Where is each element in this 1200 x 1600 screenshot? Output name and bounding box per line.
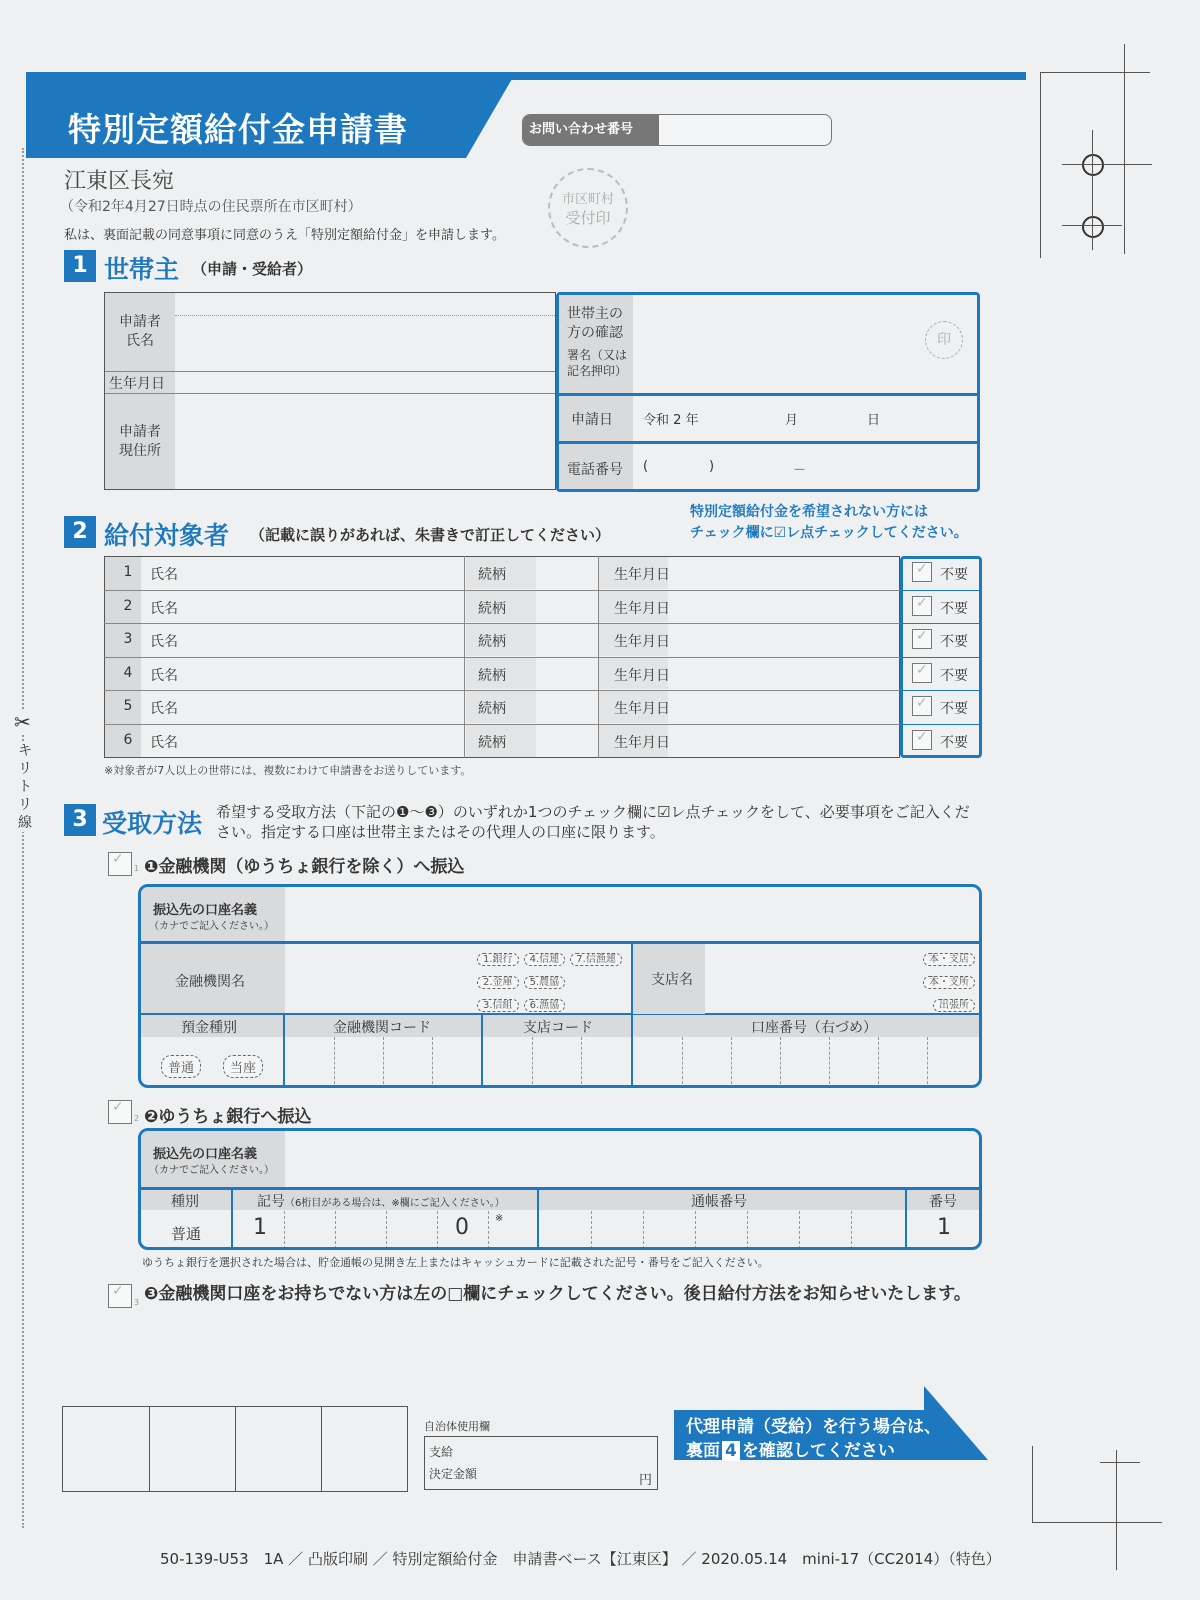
option3-checkbox[interactable]: ✓: [108, 1284, 132, 1308]
section1-subtitle: （申請・受給者）: [192, 260, 313, 278]
row-divider: [900, 590, 982, 591]
name-label: 氏名: [150, 600, 178, 617]
passbook-number-digit[interactable]: [539, 1211, 591, 1249]
opt-out-checkbox[interactable]: [912, 696, 932, 716]
beneficiary-row: [104, 556, 982, 590]
bank-code-digit[interactable]: [383, 1037, 433, 1088]
stamp-boxes: [62, 1406, 408, 1492]
relation-label: 続柄: [478, 567, 506, 583]
birth-label: 生年月日: [614, 634, 670, 651]
application-date-label: 申請日: [571, 412, 613, 428]
relation-label: 続柄: [478, 667, 506, 684]
phone-field[interactable]: ( ) －: [643, 459, 807, 478]
name-field[interactable]: [204, 592, 464, 622]
crop-mark: [1116, 1450, 1117, 1570]
column-divider: [464, 623, 465, 657]
birth-field[interactable]: [712, 558, 898, 588]
head-confirm-box: [556, 292, 980, 492]
account-number-digit[interactable]: [878, 1037, 928, 1088]
number-value[interactable]: 1: [937, 1215, 951, 1240]
account-number-digit[interactable]: [731, 1037, 781, 1088]
name-field[interactable]: [204, 692, 464, 722]
beneficiary-row: [104, 724, 982, 758]
scissors-icon: ✂: [14, 710, 31, 734]
birth-field[interactable]: [712, 659, 898, 689]
registration-circle: [1082, 216, 1104, 238]
cut-line-label: キリトリ線: [18, 743, 32, 831]
passbook-number-digit[interactable]: [747, 1211, 800, 1249]
opt-out-checkbox[interactable]: [912, 562, 932, 582]
column-divider: [598, 623, 599, 657]
column-divider: [598, 657, 599, 691]
birth-field[interactable]: [712, 625, 898, 655]
column-divider: [464, 657, 465, 691]
option2-checkbox[interactable]: ✓: [108, 1100, 132, 1124]
beneficiary-row: [104, 657, 982, 691]
applicant-name-label: 申請者 氏名: [119, 314, 161, 349]
birth-label: 生年月日: [614, 567, 670, 583]
crop-mark: [1040, 72, 1041, 258]
relation-label: 続柄: [478, 600, 506, 617]
row-divider: [900, 690, 982, 691]
birth-label: 生年月日: [614, 667, 670, 684]
bank-name-label: 金融機関名: [175, 974, 245, 990]
column-divider: [598, 724, 599, 758]
addressee-note: （令和2年4月27日時点の住民票所在市区町村）: [60, 199, 362, 215]
branch-type-option[interactable]: 出張所: [933, 999, 975, 1012]
symbol-label: 記号（6桁目がある場合は、※欄にご記入ください。）: [257, 1194, 505, 1210]
row-divider: [900, 657, 982, 658]
symbol-digit-1[interactable]: 1: [253, 1215, 267, 1240]
municipal-use-label: 自治体使用欄: [424, 1420, 490, 1433]
branch-code-digit[interactable]: [532, 1037, 582, 1088]
row-number: 5: [123, 698, 133, 715]
crop-mark: [1032, 1446, 1033, 1522]
opt-out-notice: 特別定額給付金を希望されない方には チェック欄に☑レ点チェックしてください。: [690, 504, 968, 541]
head-confirm-label: 世帯主の 方の確認: [567, 306, 623, 341]
signature-label: 署名（又は 記名押印）: [567, 348, 628, 378]
opt-out-label: 不要: [940, 600, 968, 617]
bank-code-digit[interactable]: [432, 1037, 482, 1088]
branch-type-option[interactable]: 本・支店: [923, 953, 975, 966]
decided-amount-label: 決定金額: [429, 1467, 478, 1481]
row-number: 6: [123, 732, 133, 748]
name-label: 氏名: [150, 567, 178, 583]
relation-label: 続柄: [478, 735, 506, 751]
kind-value: 普通: [171, 1225, 202, 1243]
cut-line: [22, 148, 24, 1528]
row-divider: [104, 590, 900, 591]
column-divider: [464, 556, 465, 590]
row-divider: [900, 724, 982, 725]
bank-code-digit[interactable]: [285, 1037, 334, 1088]
row-divider: [104, 657, 900, 658]
row-number: 1: [123, 564, 133, 580]
applicant-name-field[interactable]: [177, 317, 553, 369]
section3-number: 3: [64, 804, 96, 836]
row-divider: [900, 623, 982, 624]
birth-field[interactable]: [712, 592, 898, 622]
municipal-use-box: [424, 1436, 658, 1490]
branch-code-digit[interactable]: [483, 1037, 532, 1088]
passbook-number-label: 通帳番号: [691, 1194, 747, 1210]
deposit-type-option[interactable]: 普通: [161, 1055, 201, 1078]
option3-text: ❸金融機関口座をお持ちでない方は左の□欄にチェックしてください。後日給付方法をお知らせいたします。: [144, 1284, 971, 1304]
deposit-type-label: 預金種別: [181, 1020, 237, 1036]
symbol-digit[interactable]: [437, 1211, 489, 1249]
signature-field[interactable]: [635, 297, 915, 389]
option2-sub: 2: [134, 1114, 140, 1123]
yucho-note: ゆうちょ銀行を選択された場合は、貯金通帳の見開き左上またはキャッシュカードに記載された記号・番号をご記入ください。: [142, 1256, 769, 1269]
application-date-field[interactable]: 令和 2 年 月 日: [643, 413, 881, 428]
branch-label: 支店名: [651, 972, 693, 988]
symbol-digit[interactable]: [386, 1211, 438, 1249]
application-statement: 私は、裏面記載の同意事項に同意のうえ「特別定額給付金」を申請します。: [64, 228, 505, 243]
opt-out-label: 不要: [940, 634, 968, 651]
account-holder-label: 振込先の口座名義: [153, 903, 258, 918]
column-divider: [464, 690, 465, 724]
branch-type-options: [905, 947, 975, 1016]
bank-code-digit[interactable]: [334, 1037, 384, 1088]
page-title: 特別定額給付金申請書: [68, 110, 408, 149]
payment-label: 支給: [429, 1445, 454, 1459]
bank-name-field[interactable]: [289, 947, 479, 1009]
section2-number: 2: [64, 516, 96, 548]
option3-sub: 3: [134, 1298, 140, 1307]
section3-description: 希望する受取方法（下記の❶～❸）のいずれか1つのチェック欄に☑レ点チェックをして、必要事項をご記入ください。指定する口座は世帯主またはその代理人の口座に限ります。: [216, 803, 970, 841]
account-number-digit[interactable]: [780, 1037, 830, 1088]
beneficiary-row: [104, 590, 982, 624]
section1-title: 世帯主: [104, 255, 180, 284]
number-label: 番号: [929, 1194, 957, 1210]
symbol-sixth-mark: ※: [495, 1213, 504, 1224]
name-field[interactable]: [204, 726, 464, 756]
column-divider: [598, 690, 599, 724]
crop-mark: [1092, 130, 1093, 250]
registration-circle: [1082, 154, 1104, 176]
opt-out-label: 不要: [940, 735, 968, 751]
opt-out-checkbox[interactable]: [912, 596, 932, 616]
option1-checkbox[interactable]: ✓: [108, 852, 132, 876]
bank-type-option[interactable]: 1.銀行: [477, 953, 519, 966]
bank-type-option[interactable]: 4.信連: [524, 953, 566, 966]
option1-sub: 1: [134, 864, 140, 873]
option1-title: ❶金融機関（ゆうちょ銀行を除く）へ振込: [144, 857, 465, 877]
beneficiary-row: [104, 623, 982, 657]
addressee: 江東区長宛: [64, 169, 175, 194]
check-icon: ✓: [916, 594, 928, 611]
symbol-digit[interactable]: [284, 1211, 336, 1249]
yen-unit: 円: [639, 1473, 653, 1488]
opt-out-checkbox[interactable]: [912, 730, 932, 750]
branch-code-label: 支店コード: [523, 1020, 593, 1036]
seal-mark: 印: [925, 321, 963, 359]
name-field[interactable]: [204, 659, 464, 689]
section1-number: 1: [64, 250, 96, 282]
section2-subtitle: （記載に誤りがあれば、朱書きで訂正してください）: [250, 526, 611, 544]
relation-label: 続柄: [478, 701, 506, 718]
print-info: 50-139-U53 1A ／ 凸版印刷 ／ 特別定額給付金 申請書ベース【江東区】 ／ 2020.05.14 mini-17（CC2014）（特色）: [160, 1550, 1001, 1568]
bank-type-option[interactable]: 2.金庫: [477, 976, 519, 989]
passbook-number-digit[interactable]: [643, 1211, 696, 1249]
row-number: 4: [123, 664, 133, 681]
kind-label: 種別: [171, 1194, 199, 1210]
column-divider: [464, 590, 465, 624]
column-divider: [598, 590, 599, 624]
symbol-digit[interactable]: [488, 1211, 540, 1249]
opt-out-checkbox[interactable]: [912, 663, 932, 683]
name-label: 氏名: [150, 735, 178, 751]
reception-stamp: 市区町村 受付印: [548, 168, 628, 248]
name-label: 氏名: [150, 634, 178, 651]
account-number-digit[interactable]: [927, 1037, 977, 1088]
account-number-digit[interactable]: [829, 1037, 879, 1088]
applicant-table: [104, 292, 556, 490]
address-field[interactable]: [177, 395, 553, 487]
crop-mark: [1124, 44, 1125, 254]
section3-title: 受取方法: [102, 809, 203, 838]
bank-type-option[interactable]: 7.信漁連: [570, 953, 622, 966]
opt-out-checkbox[interactable]: [912, 629, 932, 649]
account-number-label: 口座番号（右づめ）: [751, 1020, 877, 1036]
opt-out-label: 不要: [940, 667, 968, 684]
address-label: 申請者 現住所: [119, 424, 161, 459]
check-icon: ✓: [916, 561, 928, 577]
name-label: 氏名: [150, 667, 178, 684]
account-holder-field[interactable]: [289, 891, 975, 937]
row-number: 2: [123, 597, 133, 614]
crop-mark: [1062, 164, 1152, 165]
bank-type-options: [477, 947, 627, 1016]
birth-label: 生年月日: [614, 701, 670, 718]
beneficiary-row: [104, 690, 982, 724]
bank-transfer-box: [138, 884, 982, 1088]
phone-label: 電話番号: [567, 462, 623, 478]
crop-mark: [1100, 1462, 1140, 1463]
inquiry-number-field[interactable]: [522, 114, 832, 146]
passbook-number-digit[interactable]: [799, 1211, 852, 1249]
section2-title: 給付対象者: [104, 521, 230, 550]
check-icon: ✓: [916, 729, 928, 745]
column-divider: [598, 556, 599, 590]
symbol-digit[interactable]: [335, 1211, 387, 1249]
relation-label: 続柄: [478, 634, 506, 651]
birth-label: 生年月日: [614, 735, 670, 751]
passbook-number-digit[interactable]: [695, 1211, 748, 1249]
birth-date-field[interactable]: [177, 373, 553, 391]
passbook-number-digit[interactable]: [591, 1211, 644, 1249]
symbol-digit-5[interactable]: 0: [455, 1215, 469, 1240]
check-icon: ✓: [916, 695, 928, 712]
proxy-text-1: 代理申請（受給）を行う場合は、: [686, 1417, 941, 1437]
crop-mark: [1040, 72, 1150, 73]
bank-type-option[interactable]: 6.漁協: [524, 999, 566, 1012]
row-divider: [104, 623, 900, 624]
opt-out-label: 不要: [940, 701, 968, 718]
yucho-holder-note: （カナでご記入ください。）: [149, 1165, 274, 1176]
proxy-text-2: 裏面 4 を確認してください: [686, 1441, 895, 1461]
row-number: 3: [123, 631, 133, 648]
branch-type-option[interactable]: 本・支所: [923, 976, 975, 989]
beneficiary-footnote: ※対象者が7人以上の世帯には、複数にわけて申請書をお送りしています。: [104, 764, 472, 777]
account-number-digit[interactable]: [682, 1037, 732, 1088]
opt-out-label: 不要: [940, 567, 968, 583]
yucho-box: [138, 1128, 982, 1250]
branch-code-digit[interactable]: [581, 1037, 631, 1088]
option2-title: ❷ゆうちょ銀行へ振込: [144, 1107, 312, 1127]
passbook-number-digit[interactable]: [851, 1211, 904, 1249]
symbol-digit[interactable]: [233, 1211, 284, 1249]
bank-type-option[interactable]: 5.農協: [524, 976, 566, 989]
check-icon: ✓: [916, 628, 928, 645]
bank-code-label: 金融機関コード: [333, 1020, 431, 1036]
bank-type-option[interactable]: 3.信組: [477, 999, 519, 1012]
name-label: 氏名: [150, 701, 178, 718]
birth-label: 生年月日: [614, 600, 670, 617]
branch-field[interactable]: [709, 947, 899, 1009]
column-divider: [464, 724, 465, 758]
inquiry-number-label: お問い合わせ番号: [523, 115, 659, 145]
yucho-holder-label: 振込先の口座名義: [153, 1147, 258, 1162]
account-holder-note: （カナでご記入ください。）: [149, 921, 274, 932]
yucho-holder-field[interactable]: [289, 1135, 975, 1183]
name-field[interactable]: [204, 558, 464, 588]
name-field[interactable]: [204, 625, 464, 655]
row-divider: [104, 724, 900, 725]
birth-date-label: 生年月日: [109, 376, 165, 392]
account-number-digit[interactable]: [633, 1037, 682, 1088]
check-icon: ✓: [916, 661, 928, 678]
crop-mark: [1032, 1522, 1162, 1523]
row-divider: [104, 690, 900, 691]
birth-field[interactable]: [712, 692, 898, 722]
birth-field[interactable]: [712, 726, 898, 756]
deposit-type-option[interactable]: 当座: [223, 1055, 263, 1078]
